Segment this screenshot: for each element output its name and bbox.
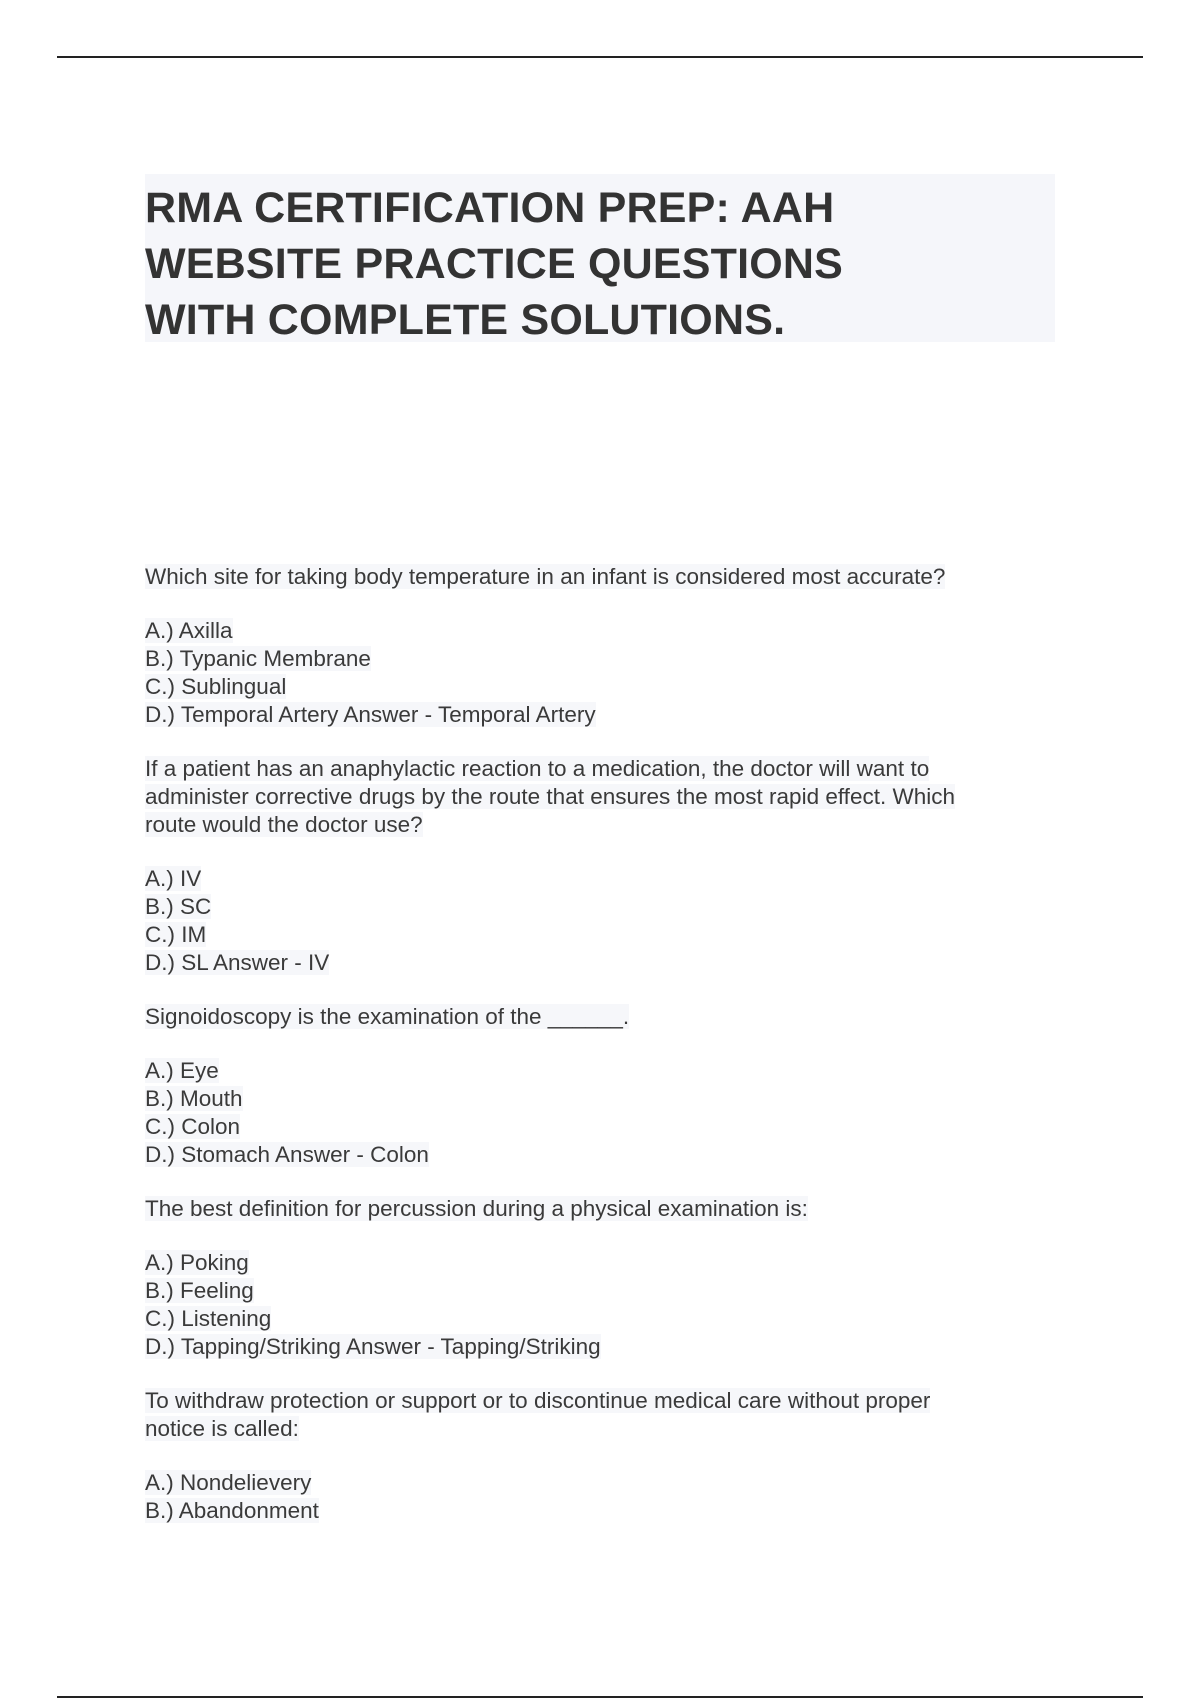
document-title <box>145 174 1055 342</box>
option-d-with-answer: D.) Temporal Artery Answer - Temporal Artery <box>145 702 596 727</box>
option-b: B.) Abandonment <box>145 1498 319 1523</box>
question-5-options <box>145 1469 1045 1525</box>
option-c: C.) Sublingual <box>145 674 287 699</box>
title-line-2: WEBSITE PRACTICE QUESTIONS <box>145 240 844 288</box>
footer-rule <box>57 1696 1143 1698</box>
option-a: A.) Axilla <box>145 618 233 643</box>
question-2 <box>145 755 1045 839</box>
title-line-3: WITH COMPLETE SOLUTIONS. <box>145 296 786 344</box>
header-rule <box>57 56 1143 58</box>
question-text-line: notice is called: <box>145 1416 299 1441</box>
title-line-1: RMA CERTIFICATION PREP: AAH <box>145 184 835 232</box>
option-d-with-answer: D.) Stomach Answer - Colon <box>145 1142 429 1167</box>
questions-list <box>145 563 1045 1551</box>
option-c: C.) Colon <box>145 1114 241 1139</box>
question-text: Signoidoscopy is the examination of the ______. <box>145 1004 630 1029</box>
option-c: C.) Listening <box>145 1306 272 1331</box>
question-1-options <box>145 617 1045 729</box>
question-3-options <box>145 1057 1045 1169</box>
option-b: B.) SC <box>145 894 212 919</box>
option-b: B.) Mouth <box>145 1086 243 1111</box>
option-b: B.) Feeling <box>145 1278 254 1303</box>
question-text: The best definition for percussion during a physical examination is: <box>145 1196 808 1221</box>
option-d-with-answer: D.) Tapping/Striking Answer - Tapping/Striking <box>145 1334 601 1359</box>
question-text-line: administer corrective drugs by the route that ensures the most rapid effect. Which <box>145 784 955 809</box>
question-text-line: route would the doctor use? <box>145 812 423 837</box>
option-d-with-answer: D.) SL Answer - IV <box>145 950 330 975</box>
question-3 <box>145 1003 1045 1031</box>
option-c: C.) IM <box>145 922 207 947</box>
option-b: B.) Typanic Membrane <box>145 646 371 671</box>
question-text-line: If a patient has an anaphylactic reaction to a medication, the doctor will want to <box>145 756 930 781</box>
question-1 <box>145 563 1045 591</box>
option-a: A.) Nondelievery <box>145 1470 312 1495</box>
option-a: A.) IV <box>145 866 202 891</box>
question-text-line: To withdraw protection or support or to discontinue medical care without proper <box>145 1388 931 1413</box>
question-4 <box>145 1195 1045 1223</box>
option-a: A.) Poking <box>145 1250 249 1275</box>
question-text: Which site for taking body temperature in an infant is considered most accurate? <box>145 564 946 589</box>
question-4-options <box>145 1249 1045 1361</box>
question-5 <box>145 1387 1045 1443</box>
question-2-options <box>145 865 1045 977</box>
option-a: A.) Eye <box>145 1058 219 1083</box>
